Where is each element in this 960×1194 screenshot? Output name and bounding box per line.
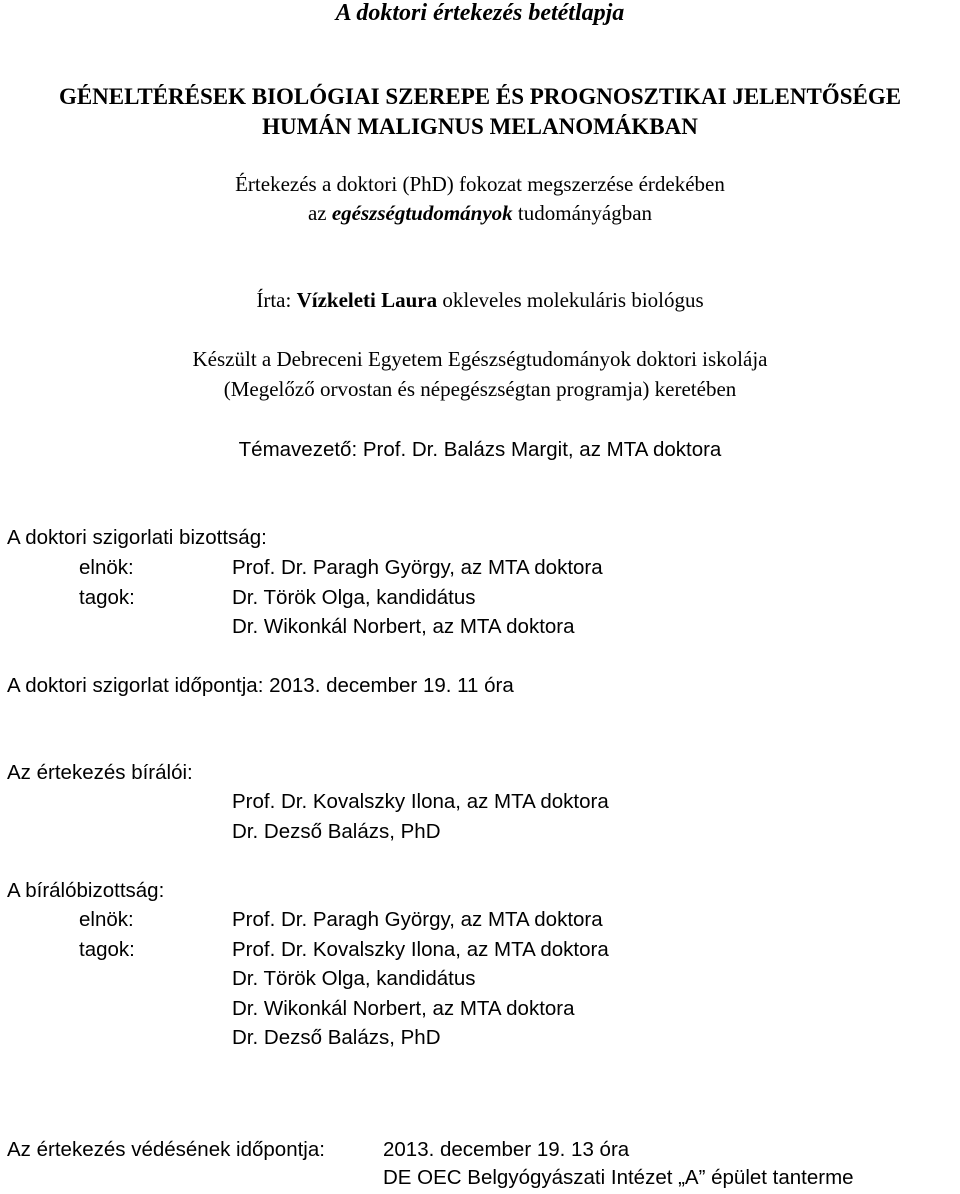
exam-committee-members-label: tagok:	[79, 586, 135, 609]
reviewer-name: Dr. Dezső Balázs, PhD	[232, 820, 441, 843]
reviewers-heading: Az értekezés bírálói:	[7, 761, 193, 784]
review-committee-chair: Prof. Dr. Paragh György, az MTA doktora	[232, 908, 603, 931]
exam-committee-member: Dr. Wikonkál Norbert, az MTA doktora	[232, 615, 575, 638]
review-committee-member: Dr. Wikonkál Norbert, az MTA doktora	[232, 997, 575, 1020]
purpose-suffix: tudományágban	[512, 201, 653, 225]
supervisor-line: Témavezető: Prof. Dr. Balázs Margit, az MTA doktora	[238, 438, 722, 461]
exam-date: A doktori szigorlat időpontja: 2013. december 19. 11 óra	[7, 674, 514, 697]
school-line-2: (Megelőző orvostan és népegészségtan programja) keretében	[223, 377, 737, 401]
review-committee-heading: A bírálóbizottság:	[7, 879, 165, 902]
exam-committee-chair-label: elnök:	[79, 556, 134, 579]
author-name: Vízkeleti Laura	[296, 288, 438, 312]
review-committee-chair-label: elnök:	[79, 908, 134, 931]
exam-committee-chair: Prof. Dr. Paragh György, az MTA doktora	[232, 556, 603, 579]
defense-label: Az értekezés védésének időpontja:	[7, 1138, 325, 1161]
thesis-title-line-1: GÉNELTÉRÉSEK BIOLÓGIAI SZEREPE ÉS PROGNOSZTIKAI JELENTŐSÉGE	[58, 84, 902, 109]
purpose-line-2	[0, 201, 960, 226]
author-degree: okleveles molekuláris biológus	[437, 288, 704, 312]
author-prefix: Írta:	[256, 288, 297, 312]
school-line-1: Készült a Debreceni Egyetem Egészségtudományok doktori iskolája	[192, 347, 768, 371]
scientific-field: egészségtudományok	[331, 201, 513, 225]
purpose-line-1: Értekezés a doktori (PhD) fokozat megszerzése érdekében	[235, 172, 725, 196]
review-committee-member: Prof. Dr. Kovalszky Ilona, az MTA doktora	[232, 938, 609, 961]
review-committee-member: Dr. Dezső Balázs, PhD	[232, 1026, 441, 1049]
reviewer-name: Prof. Dr. Kovalszky Ilona, az MTA doktora	[232, 790, 609, 813]
exam-committee-heading: A doktori szigorlati bizottság:	[7, 526, 267, 549]
purpose-prefix: az	[307, 201, 332, 225]
review-committee-members-label: tagok:	[79, 938, 135, 961]
thesis-title-line-2: HUMÁN MALIGNUS MELANOMÁKBAN	[262, 114, 698, 139]
exam-committee-member: Dr. Török Olga, kandidátus	[232, 586, 476, 609]
review-committee-member: Dr. Török Olga, kandidátus	[232, 967, 476, 990]
author-line	[0, 288, 960, 313]
defense-date: 2013. december 19. 13 óra	[383, 1138, 630, 1161]
document-header: A doktori értekezés betétlapja	[335, 0, 625, 26]
defense-place: DE OEC Belgyógyászati Intézet „A” épület tanterme	[383, 1166, 854, 1189]
